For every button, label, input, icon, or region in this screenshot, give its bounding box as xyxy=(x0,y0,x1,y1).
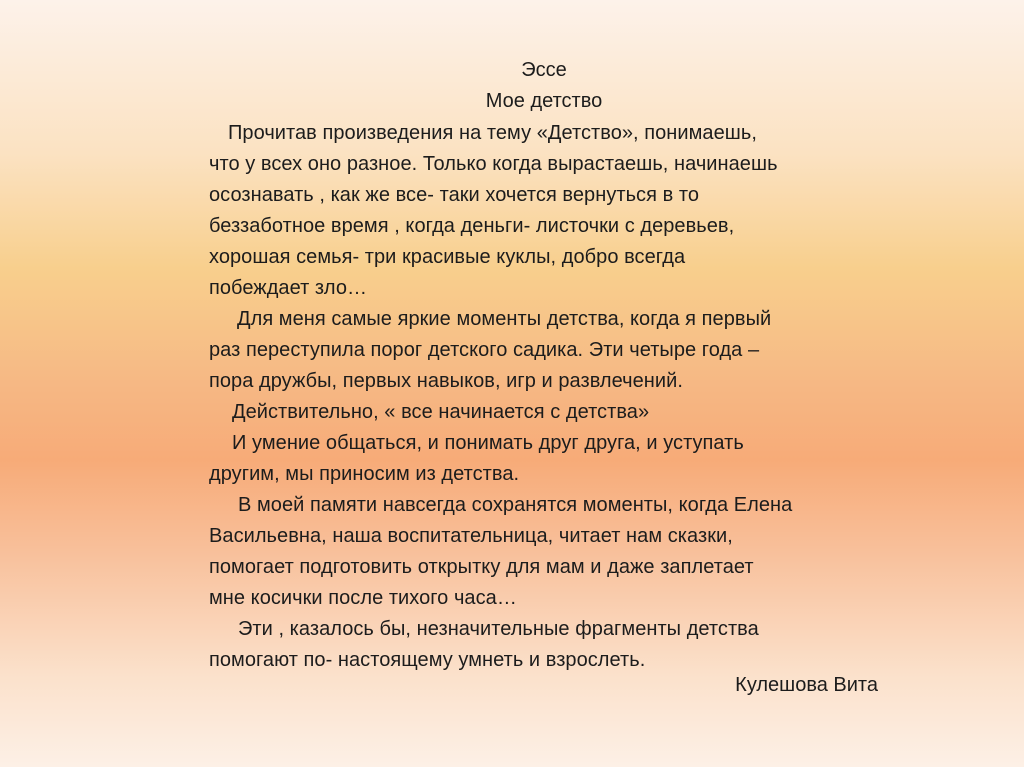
essay-line: И умение общаться, и понимать друг друга, и уступать xyxy=(232,432,744,454)
essay-subtitle: Мое детство xyxy=(485,90,603,112)
essay-line: помогают по- настоящему умнеть и взрослеть. xyxy=(209,649,646,671)
essay-line: беззаботное время , когда деньги- листочки с деревьев, xyxy=(209,215,735,237)
essay-author: Кулешова Вита xyxy=(735,674,878,696)
essay-line: Действительно, « все начинается с детства» xyxy=(232,401,650,423)
essay-line: что у всех оно разное. Только когда вырастаешь, начинаешь xyxy=(209,153,778,175)
essay-line: помогает подготовить открытку для мам и даже заплетает xyxy=(209,556,754,578)
essay-line: В моей памяти навсегда сохранятся моменты, когда Елена xyxy=(238,494,793,516)
essay-line: пора дружбы, первых навыков, игр и развлечений. xyxy=(209,370,683,392)
essay-line: раз переступила порог детского садика. Эти четыре года – xyxy=(209,339,760,361)
essay-line: осознавать , как же все- таки хочется вернуться в то xyxy=(209,184,700,206)
essay-title: Эссе xyxy=(521,59,567,81)
essay-line: Для меня самые яркие моменты детства, когда я первый xyxy=(237,308,772,330)
essay-line: мне косички после тихого часа… xyxy=(209,587,517,609)
essay-line: другим, мы приносим из детства. xyxy=(209,463,520,485)
essay-line: хорошая семья- три красивые куклы, добро всегда xyxy=(209,246,686,268)
essay-line: побеждает зло… xyxy=(209,277,368,299)
essay-line: Эти , казалось бы, незначительные фрагменты детства xyxy=(238,618,759,640)
essay-line: Прочитав произведения на тему «Детство», понимаешь, xyxy=(228,122,757,144)
essay-line: Васильевна, наша воспитательница, читает нам сказки, xyxy=(209,525,733,547)
